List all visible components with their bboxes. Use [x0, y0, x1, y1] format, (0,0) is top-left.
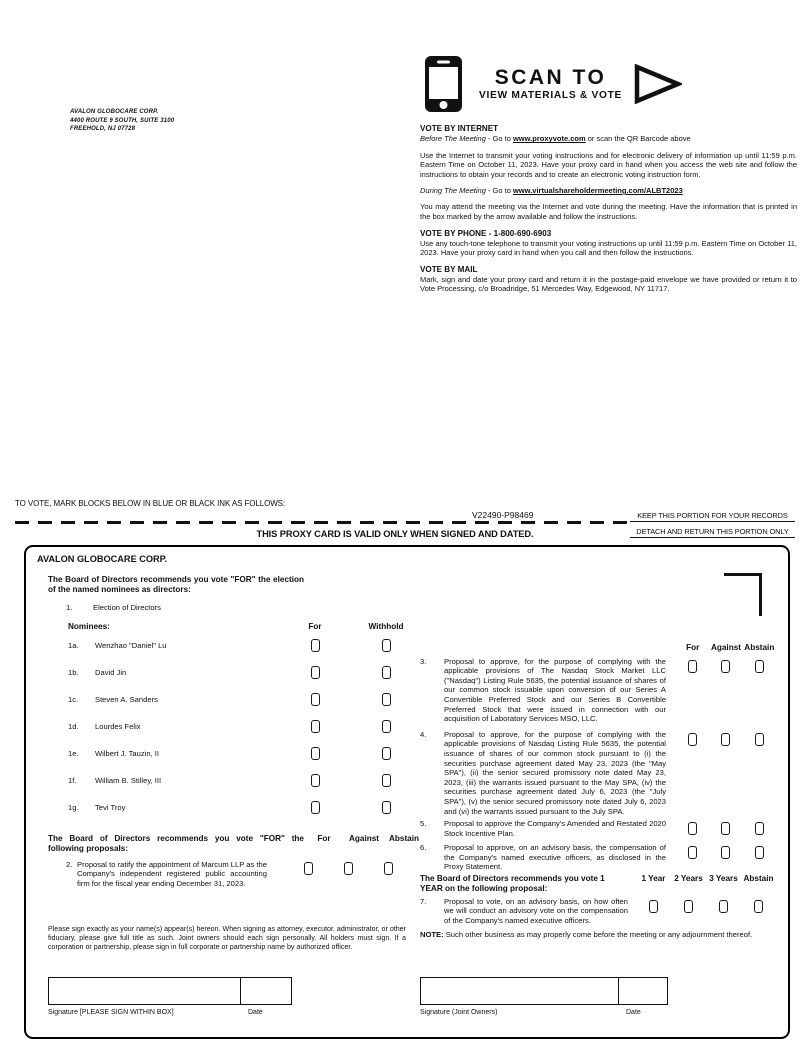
checkbox-1f-for[interactable]	[311, 774, 320, 787]
vote-by-phone-heading: VOTE BY PHONE - 1-800-690-6903	[420, 229, 552, 239]
scan-to-text	[479, 67, 622, 101]
sender-city: FREEHOLD, NJ 07728	[70, 126, 136, 132]
card-company-title: AVALON GLOBOCARE CORP.	[37, 554, 168, 564]
valid-when-signed-notice: THIS PROXY CARD IS VALID ONLY WHEN SIGNED AND DATED.	[256, 529, 534, 539]
nominee-number: 1d.	[68, 721, 79, 731]
joint-date-input-box[interactable]	[619, 978, 667, 1004]
signature-block-joint	[420, 977, 668, 1018]
checkbox-p6-abstain[interactable]	[755, 846, 764, 859]
before-meeting-mid: - Go to	[485, 134, 513, 144]
proxyvote-link[interactable]: www.proxyvote.com	[512, 134, 586, 144]
checkbox-p7-abstain[interactable]	[754, 900, 763, 913]
nominee-number: 1c.	[68, 694, 79, 704]
one-year-recommendation-heading: The Board of Directors recommends you vote 1 YEAR on the following proposal:	[420, 874, 605, 894]
internet-instructions-paragraph: Use the Internet to transmit your voting instructions and for electronic delivery of information up until 11:59 p.m. Eastern Time on October 11, 2023. Have your proxy card in hand when you access the web site and follow the instructions to obtain your records and to create an electronic voting instruction form.	[420, 150, 797, 179]
signature-labels	[48, 1008, 292, 1018]
checkbox-p6-for[interactable]	[688, 846, 697, 859]
item-1-label: Election of Directors	[93, 602, 161, 612]
proposal-text: Proposal to approve, for the purpose of complying with the applicable provisions of Nasdaq Listing Rule 5635, the potential issuance of shares of our common stock pursuant to (i) the securities purchase agreement dated May 23, 2023 (the "May SPA"), (ii) the senior secured promissory note dated May 23, 2023, (iii) the warrants issued pursuant to the May SPA, (iv) the securities purchase agreement dated July 6, 2023 (the "July SPA"), (v) the senior secured promissory note dated July 6, 2023 and (vi) the warrants issued pursuant to the July SPA.	[444, 729, 666, 816]
proposal-number: 7.	[420, 896, 427, 906]
directors-recommendation-heading: The Board of Directors recommends you vote "FOR" the election of the named nominees as directors:	[48, 575, 304, 595]
checkbox-p4-abstain[interactable]	[755, 733, 764, 746]
proposal-4-row	[420, 730, 776, 816]
nominee-row	[48, 713, 408, 740]
nominee-row	[48, 794, 408, 821]
mark-blocks-instruction: TO VOTE, MARK BLOCKS BELOW IN BLUE OR BLACK INK AS FOLLOWS:	[15, 499, 286, 508]
before-meeting-label: Before The Meeting	[420, 134, 486, 144]
checkbox-1f-withhold[interactable]	[382, 774, 391, 787]
column-abstain-label: Abstain	[388, 834, 420, 843]
checkbox-p5-for[interactable]	[688, 822, 697, 835]
checkbox-1a-withhold[interactable]	[382, 639, 391, 652]
proposal-text: Proposal to approve the Company's Amended and Restated 2020 Stock Incentive Plan.	[444, 819, 666, 838]
checkbox-1a-for[interactable]	[311, 639, 320, 652]
date-label: Date	[626, 1009, 641, 1016]
nominee-name: Lourdes Felix	[95, 721, 141, 731]
keep-portion-label: KEEP THIS PORTION FOR YOUR RECORDS	[630, 511, 795, 522]
phone-instructions-paragraph: Use any touch-tone telephone to transmit your voting instructions up until 11:59 p.m. Eastern Time on October 11, 2023. Have your proxy card in hand when you call and then follow the instructions.	[420, 238, 797, 258]
column-1year-label: 1 Year	[641, 874, 666, 884]
nominee-columns-header	[288, 622, 408, 632]
proposal-number: 3.	[420, 656, 427, 666]
nominees-header-row	[48, 622, 408, 632]
nominee-name: Wilbert J. Tauzin, II	[95, 748, 160, 758]
signature-block-primary	[48, 977, 292, 1018]
proposal-2-row	[48, 860, 408, 889]
signature-input-box[interactable]	[49, 978, 241, 1004]
attend-meeting-paragraph: You may attend the meeting via the Internet and vote during the meeting. Have the information that is printed in the box marked by the arrow available and follow the instructions.	[420, 202, 797, 221]
checkbox-p5-abstain[interactable]	[755, 822, 764, 835]
proposals-recommendation-heading: The Board of Directors recommends you vote "FOR" the following proposals:	[48, 834, 304, 854]
nominee-name: Tevi Troy	[95, 802, 126, 812]
corner-mark-icon	[724, 573, 762, 616]
checkbox-p7-2years[interactable]	[684, 900, 693, 913]
nominee-name: Wenzhao "Daniel" Lu	[95, 640, 167, 650]
signature-box	[48, 977, 292, 1005]
nominee-name: Steven A. Sanders	[95, 694, 158, 704]
checkbox-1e-for[interactable]	[311, 747, 320, 760]
voting-instructions	[420, 124, 797, 301]
proposal-text: Proposal to ratify the appointment of Marcum LLP as the Company's independent registered public accounting firm for the fiscal year ending December 31, 2023.	[77, 859, 267, 888]
before-meeting-line	[420, 134, 797, 143]
column-for-label: For	[308, 622, 322, 632]
arrow-right-icon	[634, 64, 682, 104]
proposal-text: Proposal to vote, on an advisory basis, on how often we will conduct an advisory vote on the compensation of the Company's named executive officers.	[444, 896, 628, 925]
one-year-heading-row	[420, 874, 776, 895]
proposal-text: Proposal to approve, for the purpose of complying with the applicable provisions of The Nasdaq Stock Market LLC ("Nasdaq") Listing Rule 5635, the potential issuance of shares of our common stock issuable upon conversion of our Series A Convertible Preferred Stock and our Series B Convertible Preferred Stock that were issued in connection with our acquisition of Laboratory Services MSO, LLC.	[444, 656, 666, 724]
checkbox-1c-withhold[interactable]	[382, 693, 391, 706]
column-abstain-label: Abstain	[744, 643, 775, 652]
column-withhold-label: Withhold	[368, 622, 404, 632]
ballot-right-column	[420, 643, 776, 940]
checkbox-p2-against[interactable]	[344, 862, 353, 875]
signature-label: Signature [PLEASE SIGN WITHIN BOX]	[48, 1009, 174, 1016]
nominee-name: David Jin	[95, 667, 127, 677]
column-against-label: Against	[710, 643, 741, 652]
smartphone-icon	[424, 55, 463, 113]
proposal-number: 2.	[66, 859, 73, 869]
nominee-name: William B. Stilley, III	[95, 775, 162, 785]
checkbox-p3-for[interactable]	[688, 660, 697, 673]
checkbox-p3-against[interactable]	[721, 660, 730, 673]
checkbox-p6-against[interactable]	[721, 846, 730, 859]
checkbox-p3-abstain[interactable]	[755, 660, 764, 673]
detach-portion-label: DETACH AND RETURN THIS PORTION ONLY	[630, 527, 795, 538]
checkbox-1g-for[interactable]	[311, 801, 320, 814]
proposal2-columns-header	[304, 834, 424, 855]
proposal-number: 5.	[420, 819, 427, 829]
nominees-label: Nominees:	[68, 622, 110, 632]
note-text: Such other business as may properly come before the meeting or any adjournment thereof.	[443, 930, 753, 940]
during-meeting-mid: - Go to	[485, 186, 513, 196]
vote-by-internet-heading: VOTE BY INTERNET	[420, 124, 499, 133]
checkbox-1b-withhold[interactable]	[382, 666, 391, 679]
sender-street: 4400 ROUTE 9 SOUTH, SUITE 3100	[70, 117, 175, 124]
checkbox-p4-against[interactable]	[721, 733, 730, 746]
sender-company: AVALON GLOBOCARE CORP.	[70, 109, 159, 115]
mail-instructions-paragraph: Mark, sign and date your proxy card and return it in the postage-paid envelope we have provided or return it to Vote Processing, c/o Broadridge, 51 Mercedes Way, Edgewood, NY 11717.	[420, 274, 797, 294]
checkbox-p7-3years[interactable]	[719, 900, 728, 913]
nominee-row	[48, 740, 408, 767]
vote-by-mail-heading: VOTE BY MAIL	[420, 265, 478, 275]
checkbox-p4-for[interactable]	[688, 733, 697, 746]
signature-box	[420, 977, 668, 1005]
note-label: NOTE:	[420, 930, 444, 940]
nominee-row	[48, 659, 408, 686]
ballot-card	[24, 545, 790, 1039]
signature-labels	[420, 1008, 668, 1018]
detach-dashed-line	[15, 521, 627, 524]
nominee-number: 1g.	[68, 802, 79, 812]
nominee-number: 1a.	[68, 640, 79, 650]
year-columns-header	[636, 874, 776, 895]
checkbox-p7-1year[interactable]	[649, 900, 658, 913]
during-meeting-line	[420, 186, 797, 195]
column-2years-label: 2 Years	[674, 874, 703, 884]
other-business-note	[420, 930, 764, 940]
checkbox-p2-for[interactable]	[304, 862, 313, 875]
column-abstain-label: Abstain	[743, 874, 774, 884]
joint-signature-label: Signature (Joint Owners)	[420, 1009, 498, 1016]
proposal-5-row	[420, 819, 776, 838]
checkbox-1d-withhold[interactable]	[382, 720, 391, 733]
joint-signature-input-box[interactable]	[421, 978, 619, 1004]
scan-to-banner	[424, 55, 682, 113]
proposal-7-row	[420, 897, 776, 926]
proposal-text: Proposal to approve, on an advisory basis, the compensation of the Company's named executive officers, as disclosed in the Proxy Statement.	[444, 843, 666, 872]
before-meeting-tail: or scan the QR Barcode above	[585, 134, 691, 144]
checkbox-1b-for[interactable]	[311, 666, 320, 679]
nominee-row	[48, 767, 408, 794]
signature-instructions: Please sign exactly as your name(s) appear(s) hereon. When signing as attorney, executor, administrator, or other fiduciary, please give full title as such. Joint owners should each sign personally. All holders must sign. If a corporation or partnership, please sign in full corporate or partnership name by authorized officer.	[48, 925, 406, 951]
checkbox-p5-against[interactable]	[721, 822, 730, 835]
election-of-directors-row	[48, 603, 408, 613]
checkbox-1g-withhold[interactable]	[382, 801, 391, 814]
sender-address	[70, 108, 174, 134]
right-columns-header	[420, 643, 776, 653]
proposal-number: 4.	[420, 729, 427, 739]
checkbox-1e-withhold[interactable]	[382, 747, 391, 760]
ballot-left-column	[48, 575, 420, 889]
virtual-meeting-link[interactable]: www.virtualshareholdermeeting.com/ALBT2023	[512, 186, 683, 196]
proposal-number: 6.	[420, 843, 427, 853]
proposal-6-row	[420, 843, 776, 872]
proposals-heading-row	[48, 834, 420, 855]
column-for-label: For	[317, 834, 331, 843]
proposal-3-row	[420, 657, 776, 724]
scan-to-subtitle: VIEW MATERIALS & VOTE	[479, 90, 622, 101]
nominee-number: 1f.	[68, 775, 77, 785]
nominee-row	[48, 632, 408, 659]
during-meeting-label: During The Meeting	[420, 186, 486, 196]
checkbox-1c-for[interactable]	[311, 693, 320, 706]
scan-to-title: SCAN TO	[494, 66, 607, 89]
control-number: V22490-P98469	[472, 510, 534, 520]
nominee-number: 1b.	[68, 667, 79, 677]
nominee-number: 1e.	[68, 748, 79, 758]
date-label: Date	[248, 1009, 263, 1016]
checkbox-p2-abstain[interactable]	[384, 862, 393, 875]
column-against-label: Against	[348, 834, 380, 843]
date-input-box[interactable]	[241, 978, 291, 1004]
checkbox-1d-for[interactable]	[311, 720, 320, 733]
nominee-row	[48, 686, 408, 713]
item-1-number: 1.	[66, 602, 73, 612]
column-for-label: For	[686, 643, 700, 652]
column-3years-label: 3 Years	[709, 874, 738, 884]
